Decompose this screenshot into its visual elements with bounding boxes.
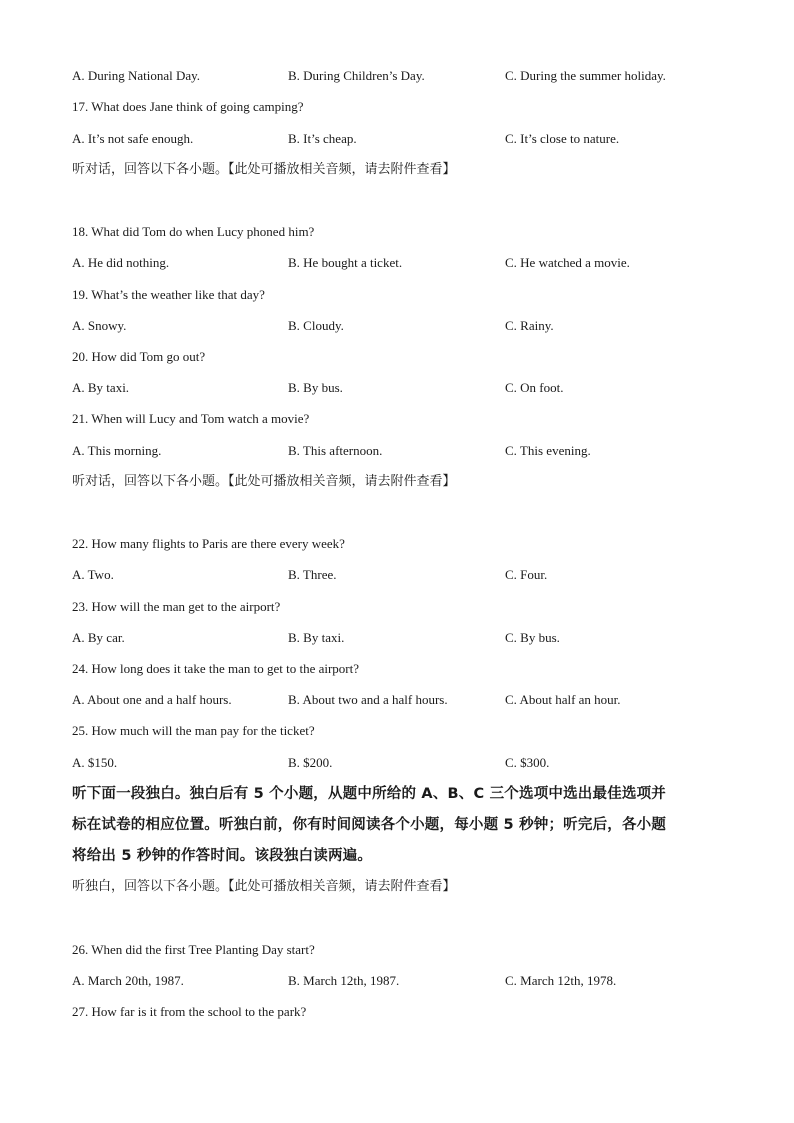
q24-option-a: A. About one and a half hours. (72, 692, 232, 707)
q21-option-b: B. This afternoon. (288, 443, 383, 458)
q25-question: 25. How much will the man pay for the ticket? (72, 723, 315, 738)
q26-option-b: B. March 12th, 1987. (288, 973, 400, 988)
q19-question: 19. What’s the weather like that day? (72, 287, 265, 302)
q24-question: 24. How long does it take the man to get to the airport? (72, 661, 360, 676)
q26-question: 26. When did the first Tree Planting Day start? (72, 942, 315, 957)
q25-option-b: B. $200. (288, 755, 333, 770)
q19-option-c: C. Rainy. (505, 318, 554, 333)
q26-option-c: C. March 12th, 1978. (505, 973, 617, 988)
q21-option-c: C. This evening. (505, 443, 591, 458)
q17-option-b: B. It’s cheap. (288, 131, 357, 146)
q27-question: 27. How far is it from the school to the park? (72, 1004, 307, 1019)
q21-question: 21. When will Lucy and Tom watch a movie? (72, 411, 310, 426)
q18-question: 18. What did Tom do when Lucy phoned him? (72, 224, 315, 239)
monologue-instruction-line-2: 标在试卷的相应位置。听独白前，你有时间阅读各个小题，每小题 5 秒钟；听完后，各小题 (72, 817, 667, 833)
monologue-instruction-line-1: 听下面一段独白。独白后有 5 个小题，从题中所给的 A、B、C 三个选项中选出最佳选项并 (72, 786, 666, 802)
q18-option-b: B. He bought a ticket. (288, 255, 403, 270)
q17-option-a: A. It’s not safe enough. (72, 131, 194, 146)
q23-option-a: A. By car. (72, 630, 125, 645)
listen-dialogue-instruction-2: 听对话，回答以下各小题。【此处可播放相关音频，请去附件查看】 (72, 474, 456, 489)
q18-option-a: A. He did nothing. (72, 255, 170, 270)
q23-option-b: B. By taxi. (288, 630, 345, 645)
listen-dialogue-instruction-1: 听对话，回答以下各小题。【此处可播放相关音频，请去附件查看】 (72, 162, 456, 177)
q20-option-b: B. By bus. (288, 380, 343, 395)
q24-option-c: C. About half an hour. (505, 692, 621, 707)
q22-option-b: B. Three. (288, 567, 337, 582)
monologue-instruction-line-3: 将给出 5 秒钟的作答时间。该段独白读两遍。 (72, 848, 373, 864)
q16-option-b: B. During Children’s Day. (288, 68, 425, 83)
q20-question: 20. How did Tom go out? (72, 349, 206, 364)
q24-option-b: B. About two and a half hours. (288, 692, 448, 707)
q18-option-c: C. He watched a movie. (505, 255, 630, 270)
q23-question: 23. How will the man get to the airport? (72, 599, 281, 614)
monologue-instructions (72, 779, 732, 872)
q16-option-c: C. During the summer holiday. (505, 68, 666, 83)
q23-option-c: C. By bus. (505, 630, 560, 645)
listen-monologue-instruction: 听独白，回答以下各小题。【此处可播放相关音频，请去附件查看】 (72, 879, 456, 894)
q25-option-a: A. $150. (72, 755, 118, 770)
q20-option-a: A. By taxi. (72, 380, 130, 395)
q22-question: 22. How many flights to Paris are there every week? (72, 536, 345, 551)
q22-option-c: C. Four. (505, 567, 548, 582)
q19-option-b: B. Cloudy. (288, 318, 344, 333)
q16-option-a: A. During National Day. (72, 68, 201, 83)
q17-option-c: C. It’s close to nature. (505, 131, 620, 146)
q17-question: 17. What does Jane think of going camping? (72, 99, 304, 114)
q26-option-a: A. March 20th, 1987. (72, 973, 184, 988)
q21-option-a: A. This morning. (72, 443, 162, 458)
q25-option-c: C. $300. (505, 755, 550, 770)
q20-option-c: C. On foot. (505, 380, 564, 395)
q19-option-a: A. Snowy. (72, 318, 127, 333)
q22-option-a: A. Two. (72, 567, 114, 582)
